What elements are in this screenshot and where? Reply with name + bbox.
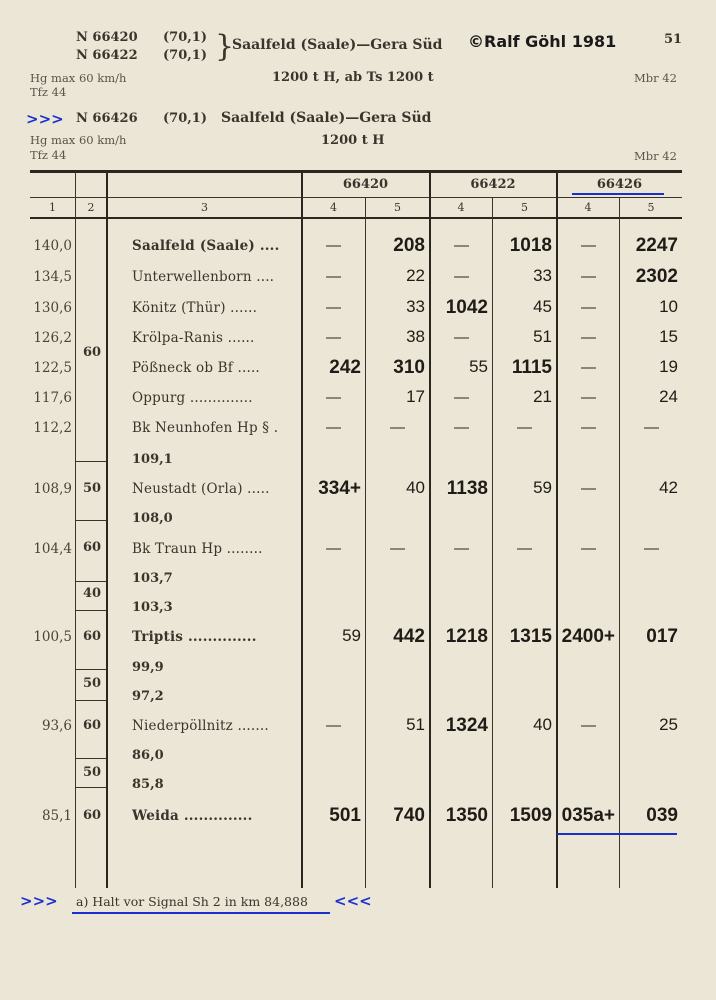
time-value: 40	[406, 478, 425, 497]
page-number: 51	[664, 32, 683, 47]
sub-km: 99,9	[132, 660, 164, 675]
time-value: 442	[393, 626, 425, 647]
time-dash: —	[581, 389, 596, 406]
time-dash: —	[581, 268, 596, 285]
speed-value: 50	[82, 765, 102, 780]
sub-km: 86,0	[132, 748, 164, 763]
speed-sep	[76, 520, 106, 521]
sub-km: 109,1	[132, 452, 173, 467]
train-b-load: (70,1)	[163, 48, 207, 63]
time-value: 21	[533, 387, 552, 406]
row-km: 112,2	[33, 420, 72, 436]
colnum-5c: 5	[647, 201, 655, 214]
colnum-4a: 4	[330, 201, 337, 214]
time-value: 1018	[509, 235, 552, 256]
row-station: Oppurg ..............	[132, 390, 253, 406]
time-value: 24	[659, 387, 678, 406]
time-value: 59	[533, 478, 552, 497]
train-header-66426: 66426	[596, 177, 643, 192]
route-c: Saalfeld (Saale)—Gera Süd	[221, 110, 432, 126]
time-value: 1115	[511, 357, 552, 378]
sub-km: 85,8	[132, 777, 164, 792]
row-km: 130,6	[33, 300, 72, 316]
colnum-bottom-rule	[30, 217, 682, 219]
time-value: 33	[406, 297, 425, 316]
col-divider-2	[106, 172, 108, 888]
time-value: 17	[406, 387, 425, 406]
time-dash: —	[581, 359, 596, 376]
sub-km: 108,0	[132, 511, 173, 526]
time-dash: —	[390, 419, 405, 436]
time-value: 25	[659, 715, 678, 734]
row-km: 134,5	[33, 269, 72, 285]
row-station: Krölpa-Ranis ......	[132, 330, 255, 346]
time-dash: —	[517, 540, 532, 557]
sub-km: 103,7	[132, 571, 173, 586]
time-value: 208	[393, 235, 425, 256]
time-dash: —	[644, 540, 659, 557]
train-header-66422: 66422	[470, 177, 516, 192]
sub-km: 97,2	[132, 689, 164, 704]
row-km: 85,1	[41, 808, 72, 824]
colnum-2: 2	[87, 201, 95, 214]
speed-sep	[76, 700, 106, 701]
hg-c: Hg max 60 km/h	[30, 133, 127, 147]
time-dash: —	[454, 329, 469, 346]
time-value: 740	[393, 805, 425, 826]
time-dash: —	[581, 299, 596, 316]
speed-sep	[76, 669, 106, 670]
footnote-marker-right: <<<	[334, 892, 372, 910]
colnum-top-rule	[30, 197, 302, 198]
copyright: ©Ralf Göhl 1981	[468, 32, 617, 51]
time-value: 51	[533, 327, 552, 346]
row-station: Niederpöllnitz .......	[132, 718, 269, 734]
underline-weida-66426	[557, 833, 677, 835]
time-value: 1350	[445, 805, 488, 826]
time-value: 42	[659, 478, 678, 497]
hg-ab: Hg max 60 km/h	[30, 71, 127, 85]
row-station: Pößneck ob Bf .....	[132, 360, 260, 376]
time-value: 1509	[509, 805, 552, 826]
row-km: 140,0	[33, 238, 72, 254]
time-value: 19	[659, 357, 678, 376]
speed-sep	[76, 581, 106, 582]
time-dash: —	[326, 268, 341, 285]
time-value: 035a+	[561, 805, 615, 826]
row-station: Saalfeld (Saale) ....	[132, 238, 280, 254]
row-station: Bk Neunhofen Hp § .	[132, 420, 279, 436]
row-station: Neustadt (Orla) .....	[132, 481, 270, 497]
time-dash: —	[326, 717, 341, 734]
time-value: 2400+	[561, 626, 615, 647]
time-value: 501	[329, 805, 361, 826]
footnote-underline	[72, 912, 330, 914]
time-value: 017	[646, 626, 678, 647]
time-value: 1315	[509, 626, 552, 647]
time-value: 55	[469, 357, 488, 376]
time-value: 51	[406, 715, 425, 734]
brace: }	[215, 29, 235, 64]
train-c-number: N 66426	[76, 111, 138, 126]
time-value: 334+	[318, 478, 361, 499]
underline-66426-header	[572, 193, 664, 195]
train-a-number: N 66420	[76, 30, 138, 45]
time-value: 242	[329, 357, 361, 378]
time-value: 2302	[635, 266, 678, 287]
marker-left-header: >>>	[26, 110, 64, 128]
colnum-4b: 4	[457, 201, 465, 214]
time-value: 039	[646, 805, 678, 826]
time-dash: —	[326, 389, 341, 406]
time-dash: —	[390, 540, 405, 557]
speed-value: 60	[82, 718, 102, 733]
time-value: 15	[659, 327, 678, 346]
colnum-1: 1	[49, 201, 56, 214]
time-dash: —	[581, 329, 596, 346]
train-b-number: N 66422	[76, 48, 138, 63]
train-a-load: (70,1)	[163, 30, 207, 45]
time-value: 1138	[446, 478, 488, 499]
time-dash: —	[326, 329, 341, 346]
row-km: 126,2	[33, 330, 72, 346]
route-ab: Saalfeld (Saale)—Gera Süd	[232, 37, 443, 53]
time-value: 1042	[445, 297, 488, 318]
speed-value: 60	[82, 629, 102, 644]
time-dash: —	[326, 237, 341, 254]
speed-value: 60	[82, 345, 102, 360]
time-dash: —	[581, 480, 596, 497]
speed-value: 60	[82, 540, 102, 555]
time-dash: —	[326, 419, 341, 436]
time-dash: —	[326, 540, 341, 557]
time-value: 22	[406, 266, 425, 285]
footnote-text: a) Halt vor Signal Sh 2 in km 84,888	[76, 894, 308, 909]
colnum-3: 3	[201, 201, 208, 214]
row-km: 100,5	[33, 629, 72, 645]
colnum-4c: 4	[584, 201, 592, 214]
time-dash: —	[581, 237, 596, 254]
time-value: 310	[393, 357, 425, 378]
weight-ab: 1200 t H, ab Ts 1200 t	[272, 70, 434, 85]
row-km: 108,9	[33, 481, 72, 497]
time-dash: —	[454, 237, 469, 254]
time-value: 1324	[445, 715, 488, 736]
speed-sep	[76, 787, 106, 788]
speed-sep	[76, 758, 106, 759]
time-dash: —	[326, 299, 341, 316]
time-value: 40	[533, 715, 552, 734]
time-value: 59	[342, 626, 361, 645]
speed-value: 60	[82, 808, 102, 823]
time-dash: —	[517, 419, 532, 436]
time-value: 38	[406, 327, 425, 346]
time-dash: —	[454, 389, 469, 406]
train-c-load: (70,1)	[163, 111, 207, 126]
colnum-5b: 5	[521, 201, 528, 214]
row-station: Weida ..............	[132, 808, 253, 824]
speed-sep	[76, 610, 106, 611]
speed-sep	[76, 461, 106, 462]
time-dash: —	[581, 540, 596, 557]
col-divider-1	[75, 172, 76, 888]
row-station: Triptis ..............	[132, 629, 257, 645]
time-dash: —	[581, 419, 596, 436]
tfz-ab: Tfz 44	[30, 85, 67, 99]
time-dash: —	[581, 717, 596, 734]
time-value: 10	[659, 297, 678, 316]
mbr-c: Mbr 42	[634, 149, 677, 163]
table-top-rule	[30, 170, 682, 173]
weight-c: 1200 t H	[321, 133, 385, 148]
sub-km: 103,3	[132, 600, 173, 615]
row-km: 93,6	[41, 718, 72, 734]
time-value: 2247	[635, 235, 678, 256]
row-station: Unterwellenborn ....	[132, 269, 275, 285]
time-value: 45	[533, 297, 552, 316]
time-dash: —	[644, 419, 659, 436]
time-dash: —	[454, 540, 469, 557]
row-km: 122,5	[33, 360, 72, 376]
colnum-5a: 5	[394, 201, 401, 214]
row-station: Bk Traun Hp ........	[132, 541, 263, 557]
row-station: Könitz (Thür) ......	[132, 300, 258, 316]
time-dash: —	[454, 268, 469, 285]
speed-value: 40	[82, 586, 102, 601]
row-km: 104,4	[33, 541, 72, 557]
speed-value: 50	[82, 481, 102, 496]
tfz-c: Tfz 44	[30, 148, 67, 162]
speed-value: 50	[82, 676, 102, 691]
mbr-ab: Mbr 42	[634, 71, 677, 85]
time-value: 1218	[445, 626, 488, 647]
footnote-marker-left: >>>	[20, 892, 58, 910]
train-header-66420: 66420	[342, 177, 389, 192]
time-dash: —	[454, 419, 469, 436]
time-value: 33	[533, 266, 552, 285]
row-km: 117,6	[33, 390, 72, 406]
